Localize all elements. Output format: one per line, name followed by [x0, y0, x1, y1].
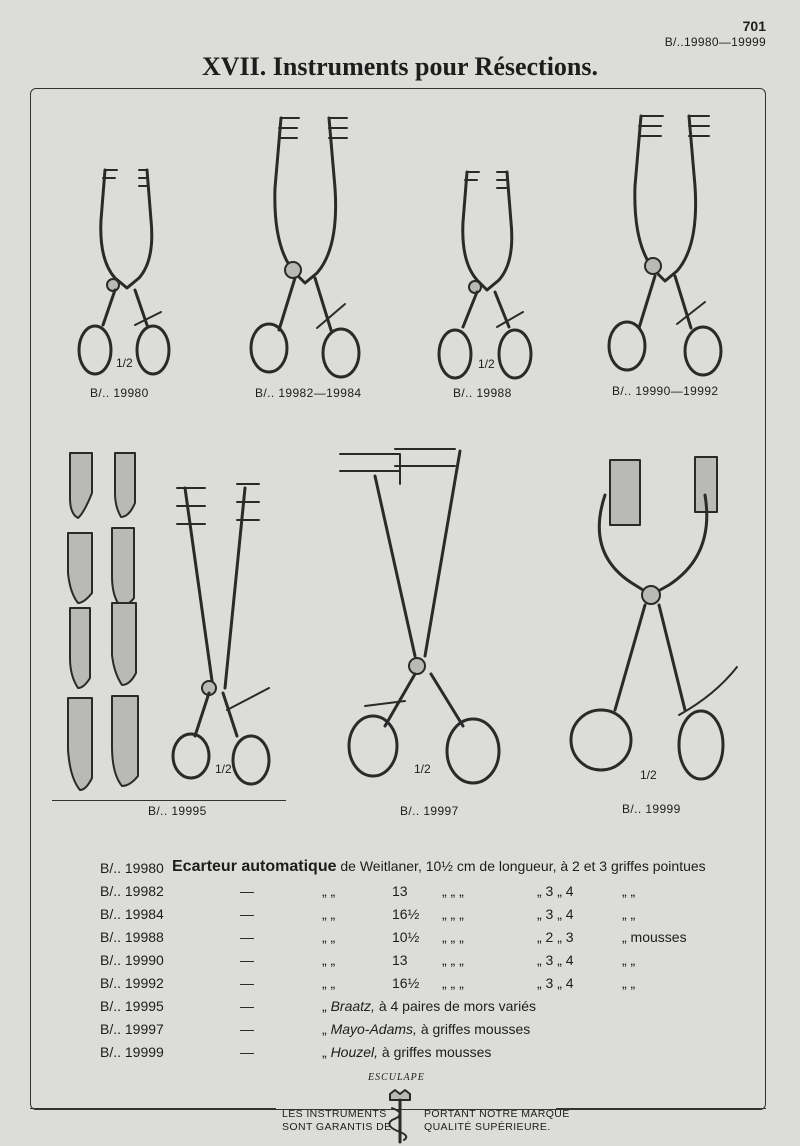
figure-label: B/.. 19999 [622, 802, 681, 816]
ditto-marks: „ „ [322, 952, 336, 968]
table-row [100, 856, 706, 879]
item-griffes: „ 3 „ 4 [537, 906, 574, 922]
item-griffes: „ 3 „ 4 [537, 952, 574, 968]
retractor-19997-illustration [335, 446, 515, 796]
table-row [100, 879, 706, 902]
item-ref: B/.. 19982 [100, 883, 164, 899]
page-range: B/..19980—19999 [664, 35, 766, 49]
figure-label: B/.. 19980 [90, 386, 149, 400]
ditto-marks: „ „ „ [442, 929, 464, 945]
retractor-19982-illustration [245, 108, 365, 383]
item-length: 13 [392, 952, 408, 968]
scale-label: 1/2 [414, 762, 431, 776]
footer-right-line2: QUALITÉ SUPÉRIEURE. [424, 1121, 551, 1133]
footer-right-line1: PORTANT NOTRE MARQUE [424, 1108, 570, 1120]
item-ref: B/.. 19992 [100, 975, 164, 991]
item-length: 16½ [392, 906, 420, 922]
item-length: 13 [392, 883, 408, 899]
retractor-19988-illustration [435, 162, 535, 382]
item-description: à griffes mousses [420, 1021, 531, 1037]
figure-label: B/.. 19988 [453, 386, 512, 400]
ditto-marks: „ [322, 1044, 327, 1060]
figure-label: B/.. 19982—19984 [255, 386, 362, 400]
catalog-table [100, 856, 706, 1063]
item-type: „ „ [622, 952, 636, 968]
footer-right-text [424, 1108, 570, 1134]
table-row [100, 1017, 706, 1040]
item-name: Ecarteur automatique [172, 858, 337, 875]
item-type: „ „ [622, 906, 636, 922]
item-description: à 4 paires de mors variés [378, 998, 536, 1014]
ditto-dash: — [240, 1021, 254, 1037]
ditto-dash: — [240, 906, 254, 922]
ditto-marks: „ [322, 998, 327, 1014]
table-row [100, 1040, 706, 1063]
item-name: Mayo-Adams, [330, 1021, 417, 1037]
footer-left-line2: SONT GARANTIS DE [282, 1121, 392, 1133]
item-griffes: „ 2 „ 3 [537, 929, 574, 945]
item-griffes: „ 3 „ 4 [537, 975, 574, 991]
item-type: „ „ [622, 883, 636, 899]
scale-label: 1/2 [116, 356, 133, 370]
table-row [100, 994, 706, 1017]
figure-label: B/.. 19997 [400, 804, 459, 818]
item-description: de Weitlaner, 10½ cm de longueur, à 2 et 3 griffes pointues [340, 858, 706, 874]
ditto-dash: — [240, 929, 254, 945]
item-length: 16½ [392, 975, 420, 991]
retractor-19999-illustration [565, 455, 745, 790]
ditto-marks: „ „ [322, 975, 336, 991]
ditto-dash: — [240, 883, 254, 899]
item-ref: B/.. 19999 [100, 1044, 164, 1060]
item-griffes: „ 3 „ 4 [537, 883, 574, 899]
figure-label: B/.. 19990—19992 [612, 384, 719, 398]
ditto-dash: — [240, 998, 254, 1014]
item-name: Braatz, [330, 998, 375, 1014]
ditto-marks: „ [322, 1021, 327, 1037]
ditto-marks: „ „ [322, 906, 336, 922]
scale-label: 1/2 [640, 768, 657, 782]
retractor-19990-illustration [605, 106, 725, 381]
item-ref: B/.. 19984 [100, 906, 164, 922]
item-ref: B/.. 19995 [100, 998, 164, 1014]
item-ref: B/.. 19990 [100, 952, 164, 968]
footer-rule-right [556, 1108, 766, 1109]
ditto-dash: — [240, 975, 254, 991]
item-ref: B/.. 19988 [100, 929, 164, 945]
scale-label: 1/2 [478, 357, 495, 371]
retractor-19980-illustration [75, 160, 175, 380]
ditto-marks: „ „ „ [442, 906, 464, 922]
page-number: 701 [742, 18, 766, 34]
table-row [100, 948, 706, 971]
table-row [100, 925, 706, 948]
footer-left-line1: LES INSTRUMENTS [282, 1108, 387, 1120]
braatz-jaws-illustration [60, 448, 150, 793]
ditto-marks: „ „ [322, 883, 336, 899]
footer-rule-left [30, 1108, 276, 1109]
ditto-marks: „ „ [322, 929, 336, 945]
item-ref: B/.. 19997 [100, 1021, 164, 1037]
table-row [100, 902, 706, 925]
item-ref: B/.. 19980 [100, 860, 164, 876]
item-description: à griffes mousses [381, 1044, 492, 1060]
scale-label: 1/2 [215, 762, 232, 776]
esculape-caduceus-icon [386, 1088, 414, 1144]
item-type: „ „ [622, 975, 636, 991]
ditto-marks: „ „ „ [442, 975, 464, 991]
ditto-dash: — [240, 1044, 254, 1060]
retractor-19995-illustration [165, 478, 285, 793]
figure-label: B/.. 19995 [148, 804, 207, 818]
item-name: Houzel, [330, 1044, 379, 1060]
logo-text: ESCULAPE [368, 1072, 425, 1083]
item-type: „ mousses [622, 929, 687, 945]
footer-left-text [282, 1108, 391, 1134]
table-row [100, 971, 706, 994]
ditto-marks: „ „ „ [442, 883, 464, 899]
page-title: XVII. Instruments pour Résections. [201, 52, 599, 81]
ditto-marks: „ „ „ [442, 952, 464, 968]
item-length: 10½ [392, 929, 420, 945]
braatz-group-underline [52, 800, 286, 801]
ditto-dash: — [240, 952, 254, 968]
